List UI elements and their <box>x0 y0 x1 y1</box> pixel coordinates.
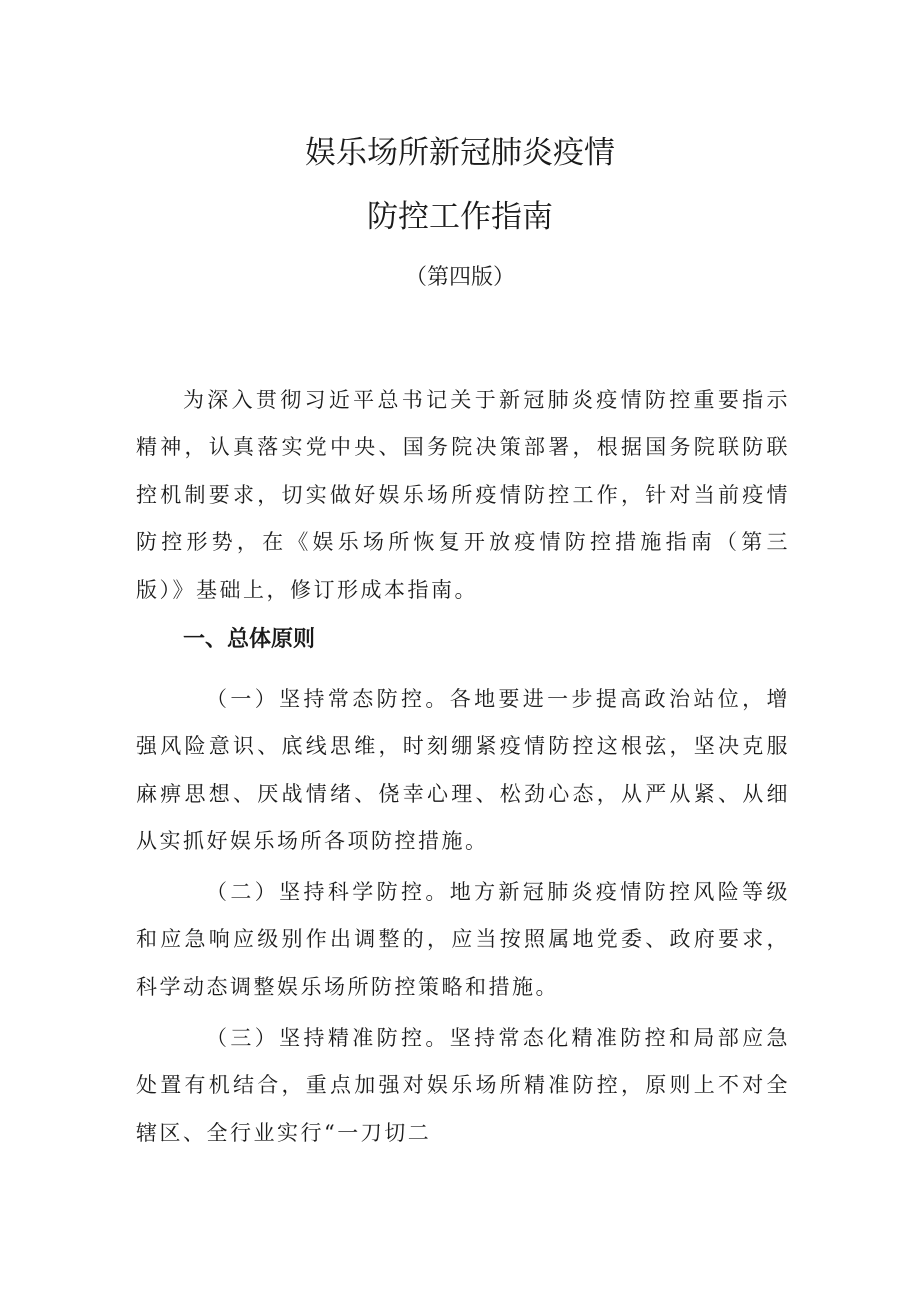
section-heading-general-principles: 一、总体原则 <box>183 627 316 652</box>
document-title-line-2: 防控工作指南 <box>367 199 553 235</box>
paragraph-principle-3: （三）坚持精准防控。坚持常态化精准防控和局部应急处置有机结合，重点加强对娱乐场所精准防控，原则上不对全辖区、全行业实行“一刀切二 <box>136 1026 790 1145</box>
paragraph-principle-1: （一）坚持常态防控。各地要进一步提高政治站位，增强风险意识、底线思维，时刻绷紧疫情防控这根弦，坚决克服麻痹思想、厌战情绪、侥幸心理、松劲心态，从严从紧、从细从实抓好娱乐场所各项防控措施。 <box>136 687 790 854</box>
edition-label: （第四版） <box>404 265 515 290</box>
document-title-line-1: 娱乐场所新冠肺炎疫情 <box>305 135 615 171</box>
intro-paragraph: 为深入贯彻习近平总书记关于新冠肺炎疫情防控重要指示精神，认真落实党中央、国务院决策部署，根据国务院联防联控机制要求，切实做好娱乐场所疫情防控工作，针对当前疫情防控形势，在《娱乐场所恢复开放疫情防控措施指南（第三版）》基础上，修订形成本指南。 <box>136 388 790 602</box>
paragraph-principle-2: （二）坚持科学防控。地方新冠肺炎疫情防控风险等级和应急响应级别作出调整的，应当按照属地党委、政府要求，科学动态调整娱乐场所防控策略和措施。 <box>136 880 790 999</box>
